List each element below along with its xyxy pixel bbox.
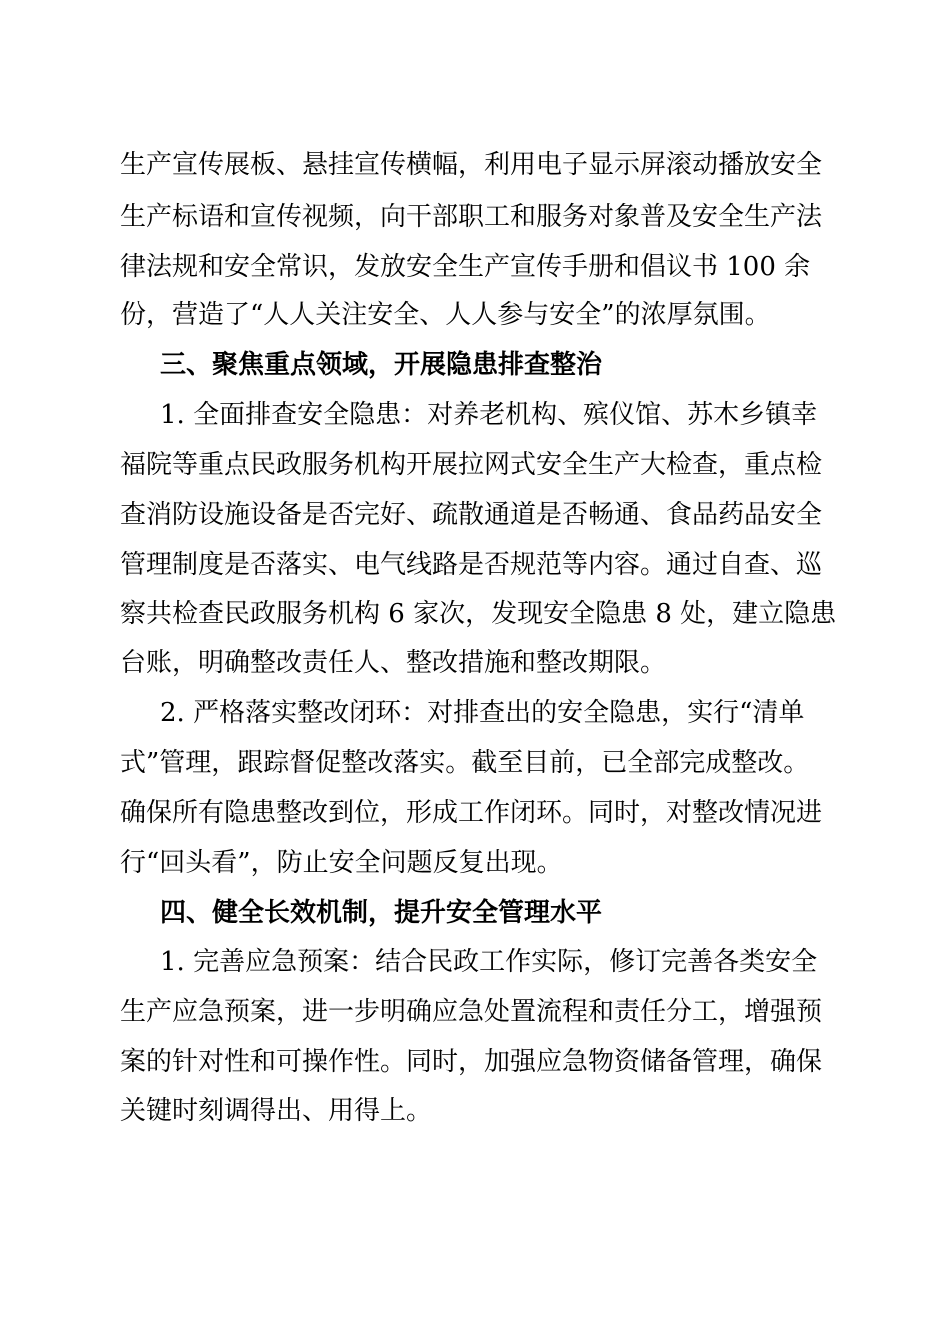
body-line: 1. 全面排查安全隐患：对养老机构、殡仪馆、苏木乡镇幸 — [160, 400, 818, 430]
body-line: 式”管理，跟踪督促整改落实。截至目前，已全部完成整改。 — [120, 748, 810, 778]
body-line: 福院等重点民政服务机构开展拉网式安全生产大检查，重点检 — [120, 450, 823, 480]
section-heading-3: 三、聚焦重点领域，开展隐患排查整治 — [160, 350, 603, 380]
body-line: 1. 完善应急预案：结合民政工作实际，修订完善各类安全 — [160, 947, 818, 977]
body-line: 关键时刻调得出、用得上。 — [120, 1096, 433, 1126]
body-line: 查消防设施设备是否完好、疏散通道是否畅通、食品药品安全 — [120, 500, 823, 530]
body-line: 2. 严格落实整改闭环：对排查出的安全隐患，实行“清单 — [160, 698, 805, 728]
body-line: 生产宣传展板、悬挂宣传横幅，利用电子显示屏滚动播放安全 — [120, 150, 823, 180]
body-line: 行“回头看”，防止安全问题反复出现。 — [120, 848, 563, 878]
body-line: 律法规和安全常识，发放安全生产宣传手册和倡议书 100 余 — [120, 252, 811, 282]
body-line: 案的针对性和可操作性。同时，加强应急物资储备管理，确保 — [120, 1047, 823, 1077]
body-line: 确保所有隐患整改到位，形成工作闭环。同时，对整改情况进 — [120, 798, 823, 828]
body-line: 份，营造了“人人关注安全、人人参与安全”的浓厚氛围。 — [120, 300, 771, 330]
body-line: 察共检查民政服务机构 6 家次，发现安全隐患 8 处，建立隐患 — [120, 599, 837, 629]
body-line: 管理制度是否落实、电气线路是否规范等内容。通过自查、巡 — [120, 550, 823, 580]
body-line: 生产标语和宣传视频，向干部职工和服务对象普及安全生产法 — [120, 202, 823, 232]
section-heading-4: 四、健全长效机制，提升安全管理水平 — [160, 898, 603, 928]
body-line: 生产应急预案，进一步明确应急处置流程和责任分工，增强预 — [120, 997, 823, 1027]
body-line: 台账，明确整改责任人、整改措施和整改期限。 — [120, 648, 667, 678]
